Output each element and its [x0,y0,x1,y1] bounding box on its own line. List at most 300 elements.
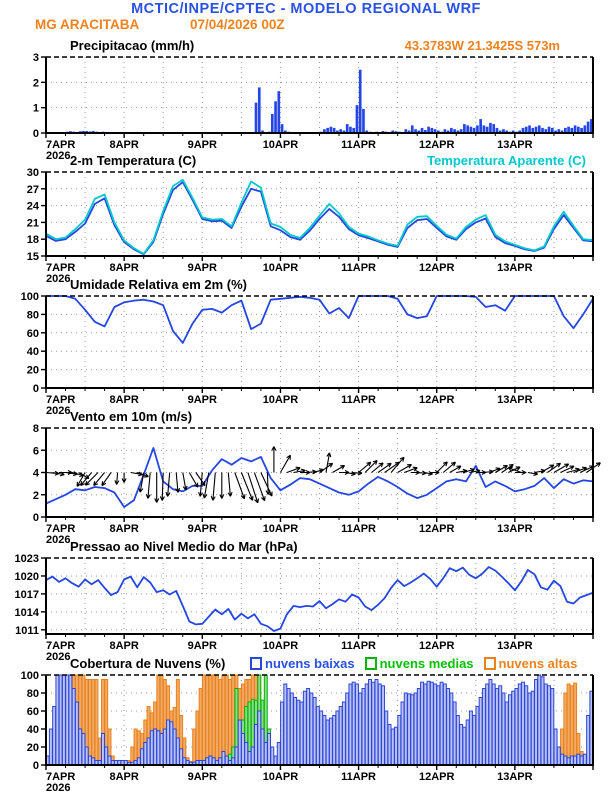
cloud-bar [473,716,476,766]
wind-arrow [115,473,119,485]
precip-bar [255,103,258,133]
precip-bar [271,114,274,133]
precip-bar [483,125,486,133]
wind-quiver [46,447,600,503]
cloud-bar [561,754,564,765]
cloud-bar [232,758,235,765]
cloud-bar [183,758,186,765]
wind-arrow [365,461,377,473]
cloud-bar [411,695,414,765]
cloud-bar [173,729,176,765]
x-tick-label: 10APR [262,771,299,783]
cloud-bar [326,720,329,765]
wind-arrow [183,473,187,491]
cloud-bar [548,686,551,765]
line-series [46,296,593,343]
cloud-bar [434,684,437,765]
cloud-bar [56,675,59,765]
cloud-bar [150,731,153,765]
cloud-bar [59,675,62,765]
cloud-bar [88,756,91,765]
wind-arrow [220,473,224,499]
cloud-bar [160,734,163,766]
cloud-bar [85,747,88,765]
y-tick-label: 0 [32,128,39,140]
cloud-bar [95,680,98,766]
cloud-bar [469,711,472,765]
cloud-bar [339,707,342,766]
cloud-bar [398,716,401,766]
cloud-bar [307,689,310,766]
cloud-bar [587,716,590,766]
precip-bar [584,125,587,133]
cloud-bar [268,734,271,766]
cloud-bar [378,684,381,765]
x-tick-label: 12APR [418,262,455,274]
x-tick-label: 7APR [46,640,76,652]
cloud-bar [430,682,433,765]
cloud-bar [284,684,287,765]
cloud-bar [102,734,105,766]
apparent-temperature-label: Temperatura Aparente (C) [427,153,586,168]
cloud-bar [401,702,404,765]
x-tick-label: 8APR [109,262,139,274]
x-year-label: 2026 [46,651,71,663]
cloud-bar [329,718,332,765]
x-tick-label: 10APR [262,640,299,652]
x-tick-label: 10APR [262,523,299,535]
cloud-bar [274,756,277,765]
cloud-bar [495,689,498,766]
cloud-bar [518,684,521,765]
cloud-bar [238,720,241,765]
x-tick-label: 7APR [46,262,76,274]
wind-arrow [122,473,126,483]
cloud-bar [440,682,443,765]
cloud-bar [206,675,209,765]
x-tick-label: 11APR [341,139,377,151]
cloud-bar [53,707,56,766]
cloud-bar [294,698,297,766]
cloud-bar [346,693,349,765]
x-tick-label: 10APR [262,394,299,406]
cloud-bar [154,729,157,765]
page-title: MCTIC/INPE/CPTEC - MODELO REGIONAL WRF [131,1,481,17]
cloud-bar [489,680,492,766]
panel-title-temperature: 2-m Temperatura (C) [70,153,197,168]
cloud-bar [176,738,179,765]
cloud-bar [235,747,238,765]
cloud-bar [219,758,222,765]
cloud-bar [544,684,547,765]
cloud-bar [297,700,300,765]
panel-2 [21,291,594,417]
cloud-bar [323,716,326,766]
cloud-bar [75,702,78,765]
panel-title-humidity: Umidade Relativa em 2m (%) [70,277,248,292]
cloud-bar [215,675,218,765]
wind-arrow [326,453,331,473]
y-tick-label: 15 [26,251,39,263]
x-tick-label: 10APR [262,139,299,151]
x-tick-label: 7APR [46,139,76,151]
wind-arrow [333,466,345,473]
cloud-bar [137,758,140,765]
precip-bar [411,125,414,133]
x-tick-label: 13APR [497,523,533,535]
cloud-bar [88,680,91,766]
cloud-bar [463,727,466,765]
cloud-bar [147,738,150,765]
y-tick-label: 2 [32,77,39,90]
y-tick-label: 30 [26,167,39,179]
cloud-bar [580,756,583,765]
cloud-bar [466,720,469,765]
cloud-bar [62,675,65,765]
x-tick-label: 9APR [187,139,217,151]
x-tick-label: 11APR [341,262,377,274]
cloud-bar [157,731,160,765]
x-year-label: 2026 [46,273,71,285]
cloud-bar [531,691,534,765]
cloud-bar [355,684,358,765]
cloud-bar [482,689,485,766]
cloud-bar [417,689,420,766]
cloud-bar [261,729,264,765]
precip-bar [489,123,492,133]
x-year-label: 2026 [46,534,71,546]
cloud-bar [583,754,586,765]
x-tick-label: 12APR [418,139,455,151]
cloud-bar [447,689,450,766]
x-tick-label: 8APR [109,771,139,783]
cloud-bar [66,675,69,765]
cloud-bar [564,756,567,765]
cloud-bar [388,725,391,766]
cloud-bar [424,684,427,765]
y-tick-label: 40 [26,724,39,736]
cloud-bar [408,694,411,765]
cloud-bar [385,711,388,765]
x-tick-label: 11APR [341,394,377,406]
cloud-bar [320,711,323,765]
cloud-bar [310,693,313,765]
cloud-bar [453,702,456,765]
cloud-bar [375,680,378,766]
y-tick-label: 21 [26,217,39,230]
x-tick-label: 9APR [187,771,217,783]
x-tick-label: 11APR [341,771,377,783]
cloud-bar [460,725,463,766]
precip-bar [476,125,479,133]
cloud-bar [92,758,95,765]
x-tick-label: 8APR [109,394,139,406]
cloud-bar [134,729,137,765]
wind-arrow [280,455,290,472]
x-tick-label: 9APR [187,262,217,274]
precip-bar [356,105,359,133]
panel-content-2 [46,296,593,343]
cloud-bar [577,754,580,765]
cloud-bar [570,756,573,765]
cloud-bar [359,693,362,765]
x-tick-label: 13APR [497,640,533,652]
y-tick-label: 1017 [14,588,39,601]
cloud-bar [316,707,319,766]
wind-arrow [155,473,159,503]
station-coordinates: 43.3783W 21.3425S 573m [404,38,560,53]
cloud-bar [72,689,75,766]
cloud-bar [570,686,573,765]
cloud-bar [193,729,196,765]
cloud-bar [79,729,82,765]
y-tick-label: 100 [20,670,39,682]
cloud-bar [163,729,166,765]
cloud-bar [509,695,512,765]
y-tick-label: 1014 [14,606,39,619]
cloud-bar [538,675,541,765]
y-tick-label: 1020 [14,570,39,583]
wind-arrow [228,473,232,497]
wind-arrow [378,463,391,472]
x-tick-label: 12APR [418,771,455,783]
precip-bar [362,109,365,133]
cloud-bar [574,683,577,765]
x-tick-label: 11APR [341,640,377,652]
panel-4 [15,553,594,663]
cloud-bar [456,716,459,766]
cloud-bar [206,758,209,765]
y-tick-label: 100 [20,291,39,303]
y-tick-label: 80 [26,688,39,700]
y-tick-label: 60 [26,327,39,340]
cloud-bar [69,675,72,765]
cloud-bar [372,682,375,765]
panel-title-precipitation: Precipitacao (mm/h) [70,38,195,53]
y-tick-label: 40 [26,346,39,359]
cloud-bar [437,686,440,765]
wind-arrow [359,462,371,472]
y-tick-label: 1 [32,102,39,115]
precip-bar [528,125,531,133]
panel-content-3 [46,447,600,508]
precip-bar [258,87,261,133]
precip-bar [538,125,541,133]
y-tick-label: 0 [32,512,39,524]
wind-arrow [272,447,276,473]
panel-0 [33,52,594,162]
cloud-bar [144,743,147,766]
cloud-bar [450,693,453,765]
precip-bar [359,70,362,133]
precip-bar [463,124,466,133]
cloud-bar [212,758,215,765]
cloud-bar [336,711,339,765]
cloud-bar [574,756,577,765]
x-tick-label: 10APR [262,262,299,274]
y-tick-label: 4 [32,467,39,480]
precip-bar [587,122,590,133]
cloud-bar [300,702,303,765]
cloud-bar [212,675,215,765]
cloud-bar [505,702,508,765]
cloud-bar [362,689,365,766]
cloud-bar [349,684,352,765]
x-tick-label: 13APR [497,262,533,274]
cloud-bar [108,756,111,765]
x-tick-label: 12APR [418,394,455,406]
legend-label-high: nuvens altas [498,656,578,671]
y-tick-label: 18 [26,234,39,247]
x-year-label: 2026 [46,150,71,162]
x-tick-label: 13APR [497,771,533,783]
precip-bar [492,124,495,133]
cloud-bar [476,707,479,766]
cloud-bar [196,711,199,765]
wind-arrow [176,473,180,493]
cloud-bar [479,698,482,766]
cloud-bar [277,743,280,766]
cloud-bar [209,756,212,765]
precip-bar [274,101,277,133]
wind-arrow [554,464,569,473]
x-tick-label: 8APR [109,640,139,652]
cloud-bar [248,752,251,766]
cloud-bar [365,684,368,765]
cloud-bar [567,758,570,765]
cloud-bar [141,749,144,765]
cloud-bar [499,686,502,765]
x-tick-label: 9APR [187,523,217,535]
cloud-bar [541,677,544,765]
cloud-bar [443,684,446,765]
x-year-label: 2026 [46,405,71,417]
precip-bar [281,124,284,133]
panel-5 [21,670,594,792]
cloud-bar [557,747,560,765]
cloud-bar [391,729,394,765]
y-tick-label: 1011 [15,624,39,637]
y-tick-label: 1023 [14,553,39,565]
cloud-bar [528,693,531,765]
cloud-bar [264,743,267,766]
cloud-bar [105,747,108,765]
y-tick-label: 6 [32,445,39,458]
station-name: MG ARACITABA [35,17,140,32]
cloud-bar [492,684,495,765]
x-tick-label: 9APR [187,394,217,406]
cloud-bar [258,711,261,765]
x-tick-label: 9APR [187,640,217,652]
precip-bar [277,91,280,133]
x-tick-label: 7APR [46,394,76,406]
panel-title-wind: Vento em 10m (m/s) [70,409,193,424]
x-tick-label: 13APR [497,394,533,406]
cloud-bar [228,680,231,766]
panel-title-pressure: Pressao ao Nivel Medio do Mar (hPa) [70,539,298,554]
cloud-bar [222,752,225,766]
x-tick-label: 13APR [497,139,533,151]
x-year-label: 2026 [46,782,71,792]
precip-bar [466,125,469,133]
cloud-bar [225,756,228,765]
x-tick-label: 8APR [109,139,139,151]
y-tick-label: 20 [26,742,39,754]
cloud-bar [404,693,407,765]
cloud-bar [515,689,518,766]
cloud-bar [202,675,205,765]
cloud-bar [167,720,170,765]
y-tick-label: 60 [26,706,39,718]
panel-3 [33,423,601,546]
cloud-bar [219,680,222,766]
cloud-bar [486,684,489,765]
wind-arrow [211,473,215,501]
panel-content-5 [46,675,593,765]
panel-content-0 [66,70,593,133]
cloud-bar [502,693,505,765]
cloud-bar [92,680,95,766]
y-tick-label: 0 [32,383,39,395]
cloud-bar [251,747,254,765]
cloud-bar [290,693,293,765]
cloud-bar [180,749,183,765]
x-tick-label: 7APR [46,771,76,783]
cloud-bar [333,716,336,766]
y-tick-label: 24 [26,200,39,213]
cloud-bar [170,722,173,765]
x-tick-label: 8APR [109,523,139,535]
y-tick-label: 8 [32,423,39,435]
cloud-bar [567,684,570,765]
precip-bar [574,125,577,133]
cloud-bar [512,691,515,765]
x-tick-label: 12APR [418,523,455,535]
cloud-bar [225,675,228,765]
cloud-bar [255,725,258,766]
wind-arrow [189,473,198,488]
precip-bar [479,119,482,133]
cloud-bar [525,686,528,765]
cloud-bar [564,693,567,765]
cloud-bar [209,675,212,765]
cloud-bar [82,734,85,766]
x-tick-label: 7APR [46,523,76,535]
cloud-bar [271,747,274,765]
cloud-bar [313,698,316,766]
cloud-bar [395,727,398,765]
y-tick-label: 27 [26,183,39,196]
cloud-bar [427,681,430,765]
x-tick-label: 11APR [341,523,377,535]
cloud-bar [554,729,557,765]
legend-label-low: nuvens baixas [265,656,355,671]
cloud-series-0 [46,675,593,765]
y-tick-label: 2 [32,489,39,502]
cloud-bar [287,689,290,766]
cloud-bar [535,680,538,766]
wind-arrow [398,465,412,473]
y-tick-label: 0 [32,760,39,772]
cloud-bar [522,682,525,765]
cloud-bar [281,702,284,765]
cloud-bar [245,743,248,766]
cloud-bar [342,702,345,765]
cloud-bar [414,693,417,765]
cloud-bar [352,682,355,765]
run-datetime: 07/04/2026 00Z [190,17,285,32]
panel-title-clouds: Cobertura de Nuvens (%) [70,656,226,671]
